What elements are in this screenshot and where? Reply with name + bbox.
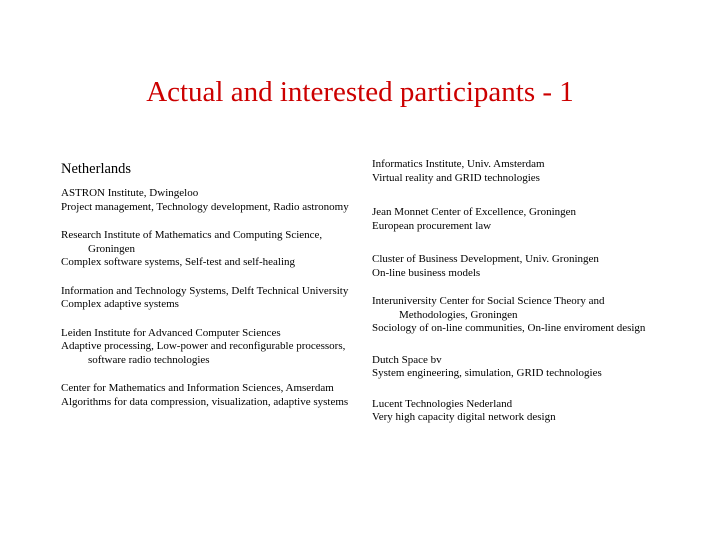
organization-name: Jean Monnet Center of Excellence, Groningen (372, 206, 577, 218)
participant-entry (61, 327, 351, 368)
country-heading: Netherlands (61, 161, 132, 177)
participant-entry (61, 229, 351, 270)
participant-entry (372, 206, 662, 233)
organization-name: Center for Mathematics and Information Sciences, Amserdam (61, 382, 334, 394)
research-topic: Sociology of on-line communities, On-line enviroment design (372, 322, 646, 334)
organization-name: Leiden Institute for Advanced Computer Sciences (61, 326, 281, 339)
participant-entry (372, 354, 662, 381)
research-topic: System engineering, simulation, GRID technologies (372, 367, 602, 379)
right-column (372, 158, 662, 425)
research-topic: Adaptive processing, Low-power and reconfigurable processors, software radio technologies (61, 340, 346, 366)
organization-name: Informatics Institute, Univ. Amsterdam (372, 158, 545, 170)
organization-name: Information and Technology Systems, Delft Technical University (61, 284, 349, 297)
participant-entry (372, 158, 662, 185)
research-topic: Complex adaptive systems (61, 298, 179, 310)
participant-entry (372, 398, 662, 425)
research-topic: Very high capacity digital network design (372, 411, 556, 423)
research-topic: Complex software systems, Self-test and self-healing (61, 256, 296, 268)
left-column (61, 160, 351, 409)
participant-entry (61, 285, 351, 312)
organization-name: Lucent Technologies Nederland (372, 397, 513, 410)
research-topic: Virtual reality and GRID technologies (372, 171, 540, 184)
research-topic: European procurement law (372, 219, 492, 232)
organization-name: Cluster of Business Development, Univ. Groningen (372, 253, 599, 265)
participant-entry (61, 187, 351, 214)
organization-name: Research Institute of Mathematics and Computing Science, Groningen (61, 229, 323, 255)
organization-name: Dutch Space bv (372, 353, 442, 366)
participant-entry (61, 382, 351, 409)
research-topic: On-line business models (372, 266, 481, 279)
organization-name: ASTRON Institute, Dwingeloo (61, 187, 199, 199)
participant-entry (372, 253, 662, 280)
organization-name: Interuniversity Center for Social Science Theory and Methodologies, Groningen (372, 295, 605, 321)
participant-entry (372, 295, 662, 336)
slide-title: Actual and interested participants - 1 (146, 76, 574, 108)
research-topic: Project management, Technology development, Radio astronomy (61, 200, 349, 213)
research-topic: Algorithms for data compression, visualization, adaptive systems (61, 395, 349, 408)
